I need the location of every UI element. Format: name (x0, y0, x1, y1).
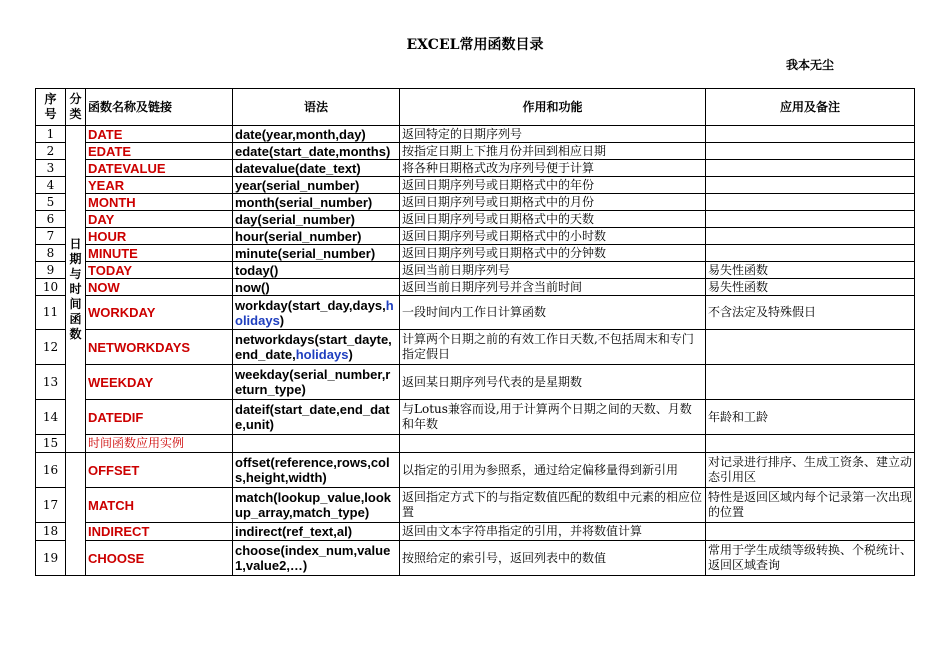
table-row (36, 400, 915, 435)
description-cell: 返回某日期序列号代表的是星期数 (400, 365, 706, 400)
table-row (36, 211, 915, 228)
note-cell (706, 160, 915, 177)
row-number: 7 (36, 228, 66, 245)
row-number: 3 (36, 160, 66, 177)
function-link-choose[interactable]: CHOOSE (86, 541, 233, 576)
row-number: 18 (36, 523, 66, 541)
description-cell: 返回日期序列号或日期格式中的小时数 (400, 228, 706, 245)
syntax-cell: dateif(start_date,end_date,unit) (233, 400, 400, 435)
table-row (36, 453, 915, 488)
note-cell (706, 126, 915, 143)
note-cell (706, 177, 915, 194)
function-link-now[interactable]: NOW (86, 279, 233, 296)
syntax-cell: month(serial_number) (233, 194, 400, 211)
header-no: 序号 (36, 89, 66, 126)
function-table (35, 88, 915, 576)
description-cell: 以指定的引用为参照系，通过给定偏移量得到新引用 (400, 453, 706, 488)
row-number: 2 (36, 143, 66, 160)
description-cell: 返回日期序列号或日期格式中的天数 (400, 211, 706, 228)
note-cell: 不含法定及特殊假日 (706, 296, 915, 330)
note-cell: 易失性函数 (706, 262, 915, 279)
syntax-cell: networkdays(start_dayte,end_date,holidays) (233, 330, 400, 365)
table-row (36, 160, 915, 177)
syntax-cell: match(lookup_value,lookup_array,match_type) (233, 488, 400, 523)
note-cell (706, 245, 915, 262)
function-link-hour[interactable]: HOUR (86, 228, 233, 245)
syntax-optional-arg: holidays (235, 297, 394, 328)
header-name: 函数名称及链接 (86, 89, 233, 126)
description-cell: 返回日期序列号或日期格式中的分钟数 (400, 245, 706, 262)
syntax-cell: now() (233, 279, 400, 296)
table-row (36, 194, 915, 211)
note-cell (706, 435, 915, 453)
syntax-cell: choose(index_num,value1,value2,…) (233, 541, 400, 576)
note-cell (706, 143, 915, 160)
note-cell (706, 194, 915, 211)
syntax-cell: minute(serial_number) (233, 245, 400, 262)
function-link-offset[interactable]: OFFSET (86, 453, 233, 488)
syntax-cell: date(year,month,day) (233, 126, 400, 143)
description-cell: 返回指定方式下的与指定数值匹配的数组中元素的相应位置 (400, 488, 706, 523)
row-number: 10 (36, 279, 66, 296)
note-cell: 特性是返回区域内每个记录第一次出现的位置 (706, 488, 915, 523)
row-number: 5 (36, 194, 66, 211)
note-cell: 年龄和工龄 (706, 400, 915, 435)
syntax-cell: edate(start_date,months) (233, 143, 400, 160)
description-cell: 与Lotus兼容而设,用于计算两个日期之间的天数、月数和年数 (400, 400, 706, 435)
row-number: 9 (36, 262, 66, 279)
row-number: 1 (36, 126, 66, 143)
table-row (36, 296, 915, 330)
header-syntax: 语法 (233, 89, 400, 126)
row-number: 6 (36, 211, 66, 228)
table-row (36, 541, 915, 576)
syntax-cell: today() (233, 262, 400, 279)
header-notes: 应用及备注 (706, 89, 915, 126)
function-link-networkdays[interactable]: NETWORKDAYS (86, 330, 233, 365)
function-link-date[interactable]: DATE (86, 126, 233, 143)
table-row (36, 245, 915, 262)
function-link-edate[interactable]: EDATE (86, 143, 233, 160)
note-cell (706, 330, 915, 365)
table-row (36, 435, 915, 453)
syntax-cell: year(serial_number) (233, 177, 400, 194)
note-cell (706, 211, 915, 228)
row-number: 17 (36, 488, 66, 523)
author-name: 我本无尘 (786, 58, 835, 72)
header-description: 作用和功能 (400, 89, 706, 126)
description-cell: 返回日期序列号或日期格式中的月份 (400, 194, 706, 211)
table-row (36, 365, 915, 400)
syntax-cell: workday(start_day,days,holidays) (233, 296, 400, 330)
header-category: 分类 (66, 89, 86, 126)
function-link-workday[interactable]: WORKDAY (86, 296, 233, 330)
function-link-match[interactable]: MATCH (86, 488, 233, 523)
function-link-minute[interactable]: MINUTE (86, 245, 233, 262)
category-date-time: 日期与时间函数 (66, 126, 86, 453)
note-cell: 常用于学生成绩等级转换、个税统计、返回区域查询 (706, 541, 915, 576)
link-time-function-examples[interactable]: 时间函数应用实例 (86, 435, 233, 453)
function-link-today[interactable]: TODAY (86, 262, 233, 279)
description-cell (400, 435, 706, 453)
table-row (36, 262, 915, 279)
syntax-cell: weekday(serial_number,return_type) (233, 365, 400, 400)
page-title: EXCEL常用函数目录 (406, 37, 544, 53)
syntax-cell: hour(serial_number) (233, 228, 400, 245)
table-row (36, 279, 915, 296)
syntax-cell (233, 435, 400, 453)
note-cell: 易失性函数 (706, 279, 915, 296)
table-row (36, 523, 915, 541)
row-number: 14 (36, 400, 66, 435)
syntax-cell: datevalue(date_text) (233, 160, 400, 177)
description-cell: 返回特定的日期序列号 (400, 126, 706, 143)
table-row (36, 228, 915, 245)
row-number: 4 (36, 177, 66, 194)
syntax-cell: day(serial_number) (233, 211, 400, 228)
description-cell: 返回由文本字符串指定的引用，并将数值计算 (400, 523, 706, 541)
function-link-indirect[interactable]: INDIRECT (86, 523, 233, 541)
function-link-year[interactable]: YEAR (86, 177, 233, 194)
description-cell: 返回当前日期序列号并含当前时间 (400, 279, 706, 296)
description-cell: 一段时间内工作日计算函数 (400, 296, 706, 330)
description-cell: 计算两个日期之前的有效工作日天数,不包括周末和专门指定假日 (400, 330, 706, 365)
table-row (36, 330, 915, 365)
table-header-row (36, 89, 915, 126)
table-row (36, 143, 915, 160)
row-number: 8 (36, 245, 66, 262)
row-number: 13 (36, 365, 66, 400)
note-cell (706, 228, 915, 245)
row-number: 15 (36, 435, 66, 453)
description-cell: 按指定日期上下推月份并回到相应日期 (400, 143, 706, 160)
note-cell (706, 365, 915, 400)
syntax-cell: indirect(ref_text,al) (233, 523, 400, 541)
description-cell: 返回日期序列号或日期格式中的年份 (400, 177, 706, 194)
function-link-datedif[interactable]: DATEDIF (86, 400, 233, 435)
table-row (36, 488, 915, 523)
description-cell: 将各种日期格式改为序列号便于计算 (400, 160, 706, 177)
table-row (36, 177, 915, 194)
row-number: 11 (36, 296, 66, 330)
function-link-month[interactable]: MONTH (86, 194, 233, 211)
category-lookup (66, 453, 86, 576)
function-link-datevalue[interactable]: DATEVALUE (86, 160, 233, 177)
row-number: 19 (36, 541, 66, 576)
function-link-weekday[interactable]: WEEKDAY (86, 365, 233, 400)
note-cell: 对记录进行排序、生成工资条、建立动态引用区 (706, 453, 915, 488)
description-cell: 返回当前日期序列号 (400, 262, 706, 279)
row-number: 16 (36, 453, 66, 488)
syntax-optional-arg: holidays (295, 347, 349, 362)
description-cell: 按照给定的索引号，返回列表中的数值 (400, 541, 706, 576)
table-row (36, 126, 915, 143)
note-cell (706, 523, 915, 541)
row-number: 12 (36, 330, 66, 365)
function-link-day[interactable]: DAY (86, 211, 233, 228)
syntax-cell: offset(reference,rows,cols,height,width) (233, 453, 400, 488)
